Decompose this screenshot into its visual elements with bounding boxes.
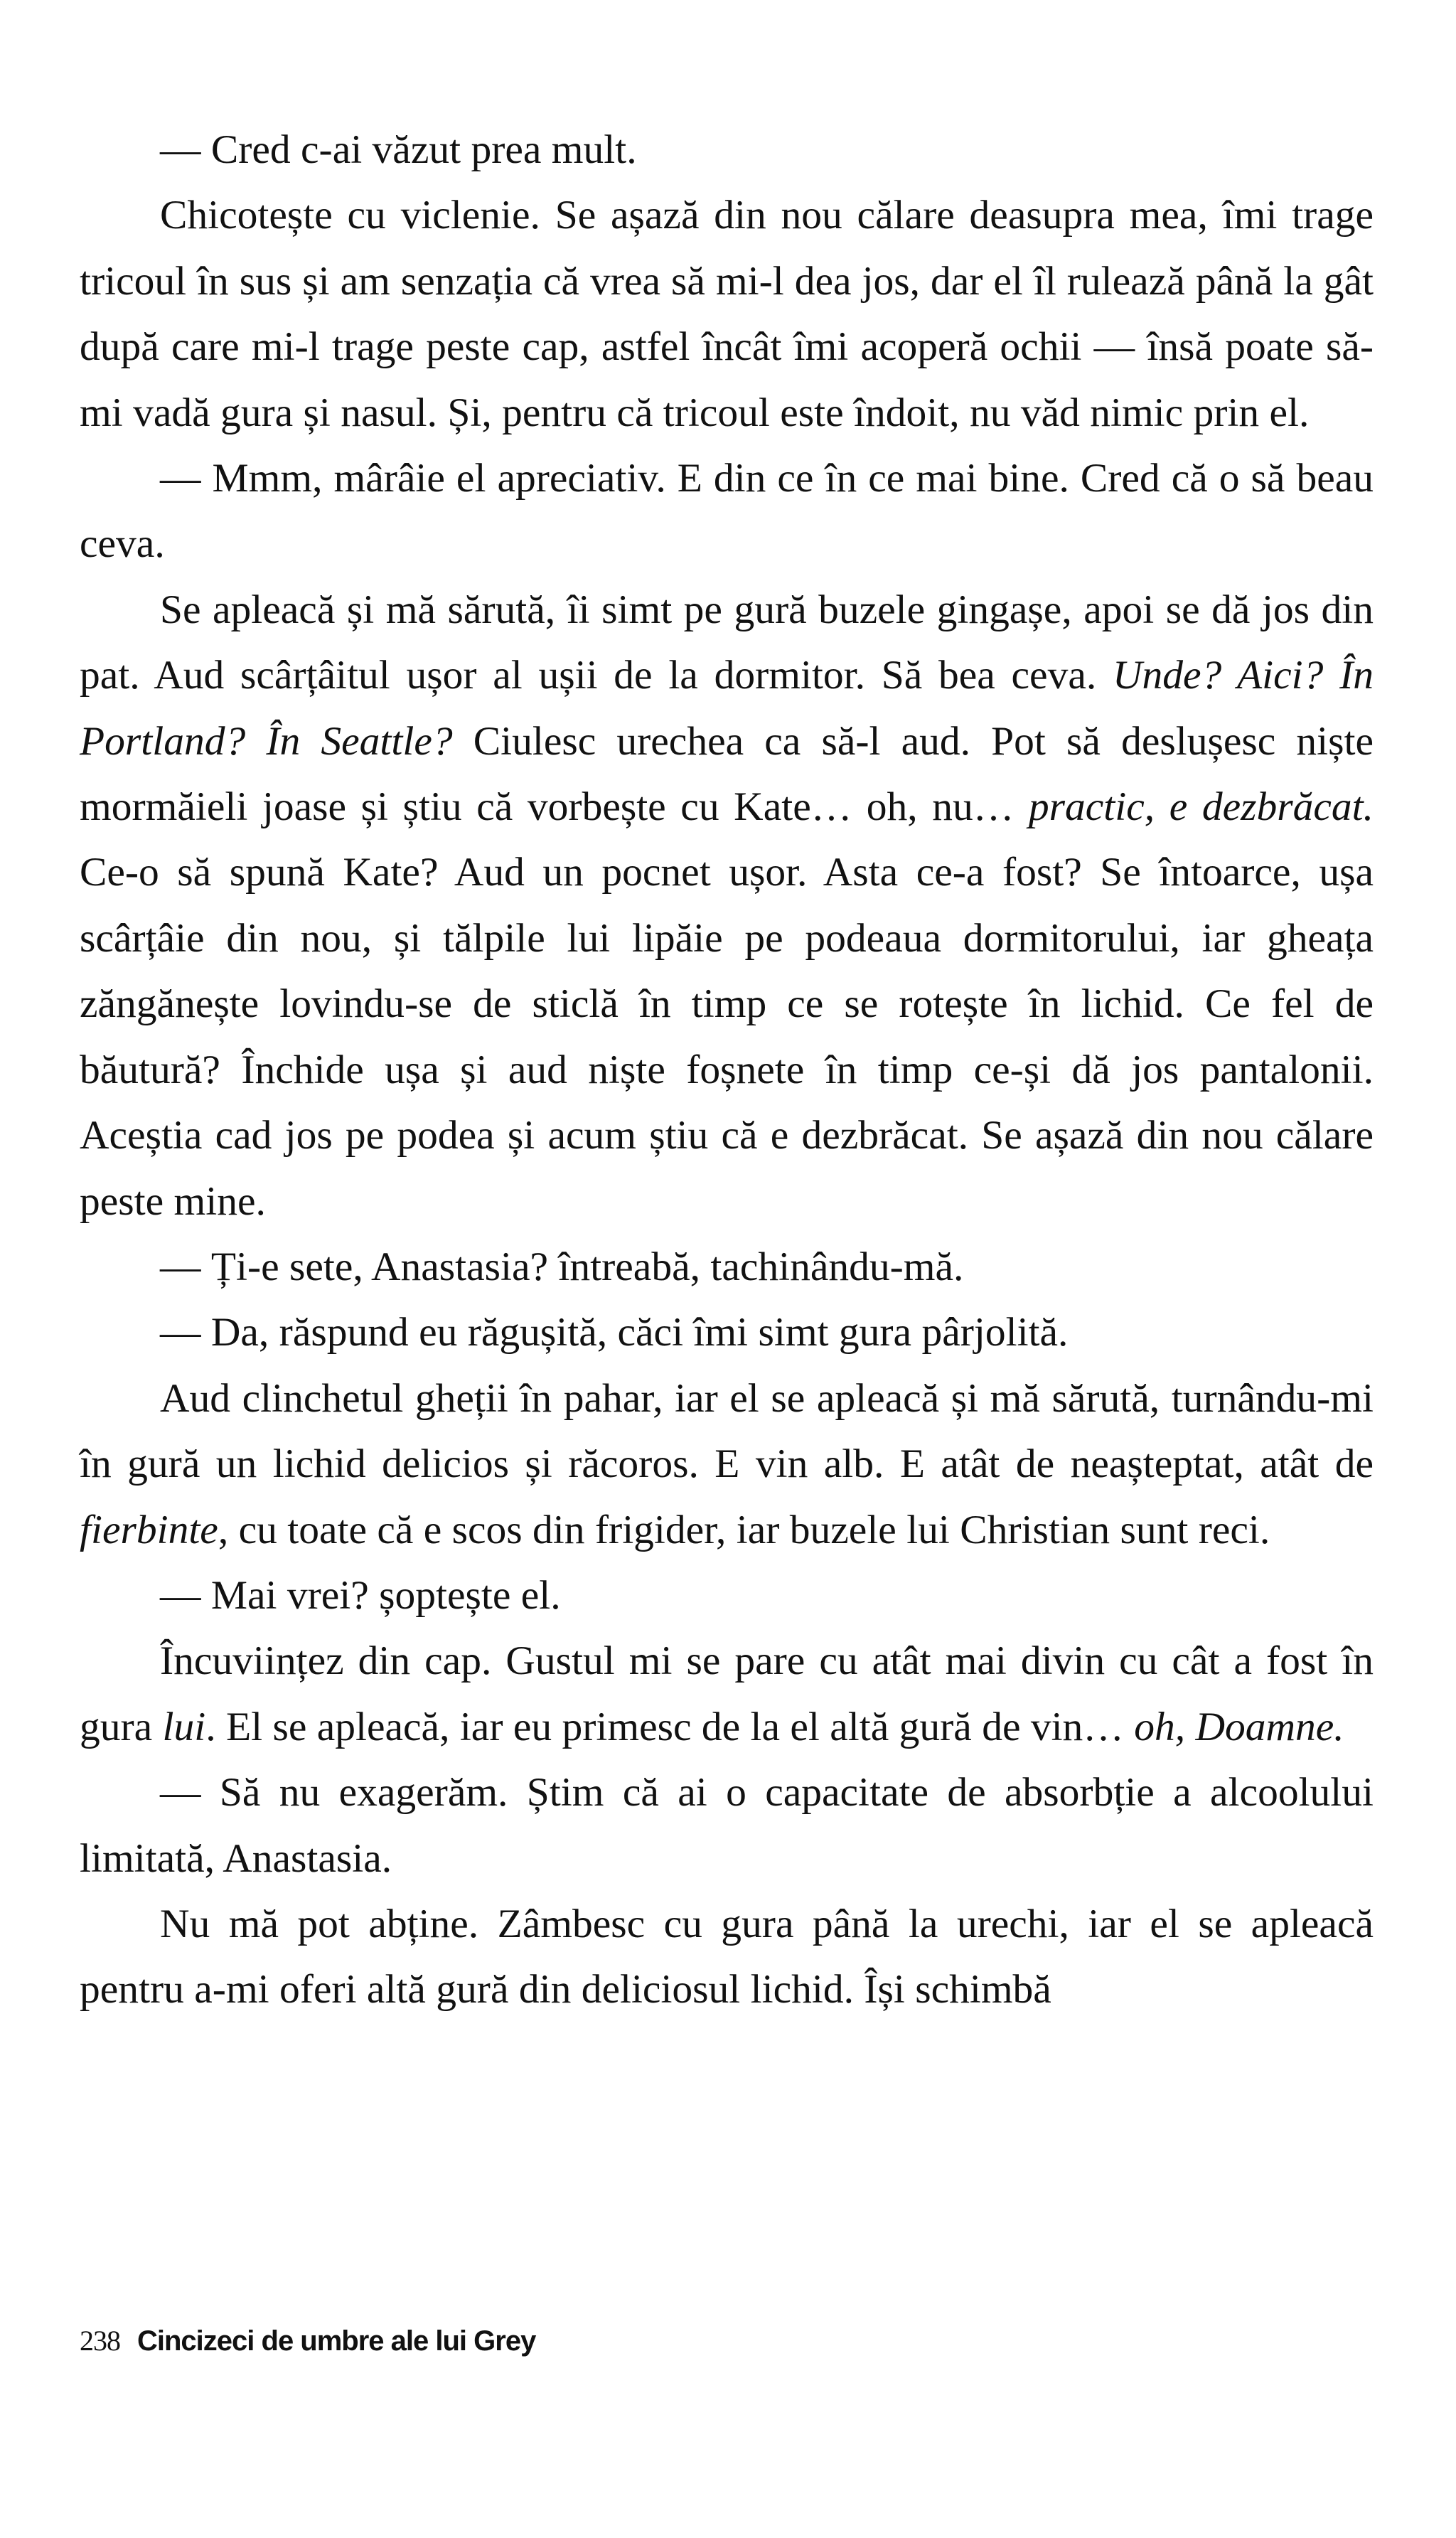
text-run: — Mmm, mârâie el apreciativ. E din ce în ce mai bine. Cred că o să beau ceva.	[80, 456, 1374, 567]
paragraph	[80, 1563, 1374, 1628]
italic-text: Unde? Aici? În Portland? În Seattle?	[80, 653, 1374, 764]
paragraph	[80, 1300, 1374, 1365]
text-run: , cu toate că e scos din frigider, iar buzele lui Christian sunt reci.	[218, 1507, 1270, 1552]
running-title: Cincizeci de umbre ale lui Grey	[137, 2325, 536, 2357]
italic-text: lui	[162, 1704, 206, 1749]
paragraph	[80, 577, 1374, 1235]
text-run: Aud clinchetul gheții în pahar, iar el se apleacă și mă sărută, turnându-mi în gură un lichid delicios și răcoros. E vin alb. E atât de neașteptat, atât de	[80, 1375, 1374, 1487]
page-body-text	[80, 117, 1374, 2023]
text-run: — Ți-e sete, Anastasia? întreabă, tachinându-mă.	[160, 1244, 964, 1289]
page-number: 238	[80, 2325, 120, 2357]
text-run: Încuviințez din cap. Gustul mi se pare cu atât mai divin cu cât a fost în gura	[80, 1638, 1374, 1749]
italic-text: fierbinte	[80, 1507, 218, 1552]
text-run: Ciulesc urechea ca să-l aud. Pot să deslușesc niște mormăieli joase și știu că vorbește cu Kate… oh, nu…	[80, 718, 1374, 830]
text-run: Se apleacă și mă sărută, îi simt pe gură buzele gingașe, apoi se dă jos din pat. Aud scârțâitul ușor al ușii de la dormitor. Să bea ceva.	[80, 587, 1374, 698]
paragraph	[80, 1892, 1374, 2023]
paragraph	[80, 1628, 1374, 1760]
text-run: Nu mă pot abține. Zâmbesc cu gura până la urechi, iar el se apleacă pentru a-mi oferi altă gură din deliciosul lichid. Își schimbă	[80, 1901, 1374, 2012]
page-footer	[80, 2324, 535, 2357]
text-run: — Da, răspund eu răgușită, căci îmi simt gura pârjolită.	[160, 1310, 1069, 1355]
text-run: Ce-o să spună Kate? Aud un pocnet ușor. Asta ce-a fost? Se întoarce, ușa scârțâie din nou, și tălpile lui lipăie pe podeaua dormitorului, iar gheața zăngănește lovindu-se de sticlă în timp ce se rotește în lichid. Ce fel de băutură? Închide ușa și aud niște foșnete în timp ce-și dă jos pantalonii. Aceștia cad jos pe podea și acum știu că e dezbrăcat. Se așază din nou călare peste mine.	[80, 850, 1374, 1224]
paragraph	[80, 117, 1374, 183]
paragraph	[80, 446, 1374, 577]
text-run: — Cred c-ai văzut prea mult.	[160, 127, 637, 172]
text-run: . El se apleacă, iar eu primesc de la el altă gură de vin…	[205, 1704, 1135, 1749]
italic-text: practic, e dezbrăcat.	[1028, 784, 1374, 830]
text-run: — Mai vrei? șoptește el.	[160, 1572, 561, 1618]
paragraph	[80, 1366, 1374, 1563]
text-run: — Să nu exagerăm. Știm că ai o capacitate de absorbție a alcoolului limitată, Anastasia.	[80, 1770, 1374, 1881]
paragraph	[80, 1235, 1374, 1300]
paragraph	[80, 1760, 1374, 1892]
text-run: Chicotește cu viclenie. Se așază din nou călare deasupra mea, îmi trage tricoul în sus și am senzația că vrea să mi-l dea jos, dar el îl rulează până la gât după care mi-l trage peste cap, astfel încât îmi acoperă ochii — însă poate să-mi vadă gura și nasul. Și, pentru că tricoul este îndoit, nu văd nimic prin el.	[80, 193, 1374, 435]
paragraph	[80, 183, 1374, 446]
italic-text: oh, Doamne.	[1134, 1704, 1344, 1749]
